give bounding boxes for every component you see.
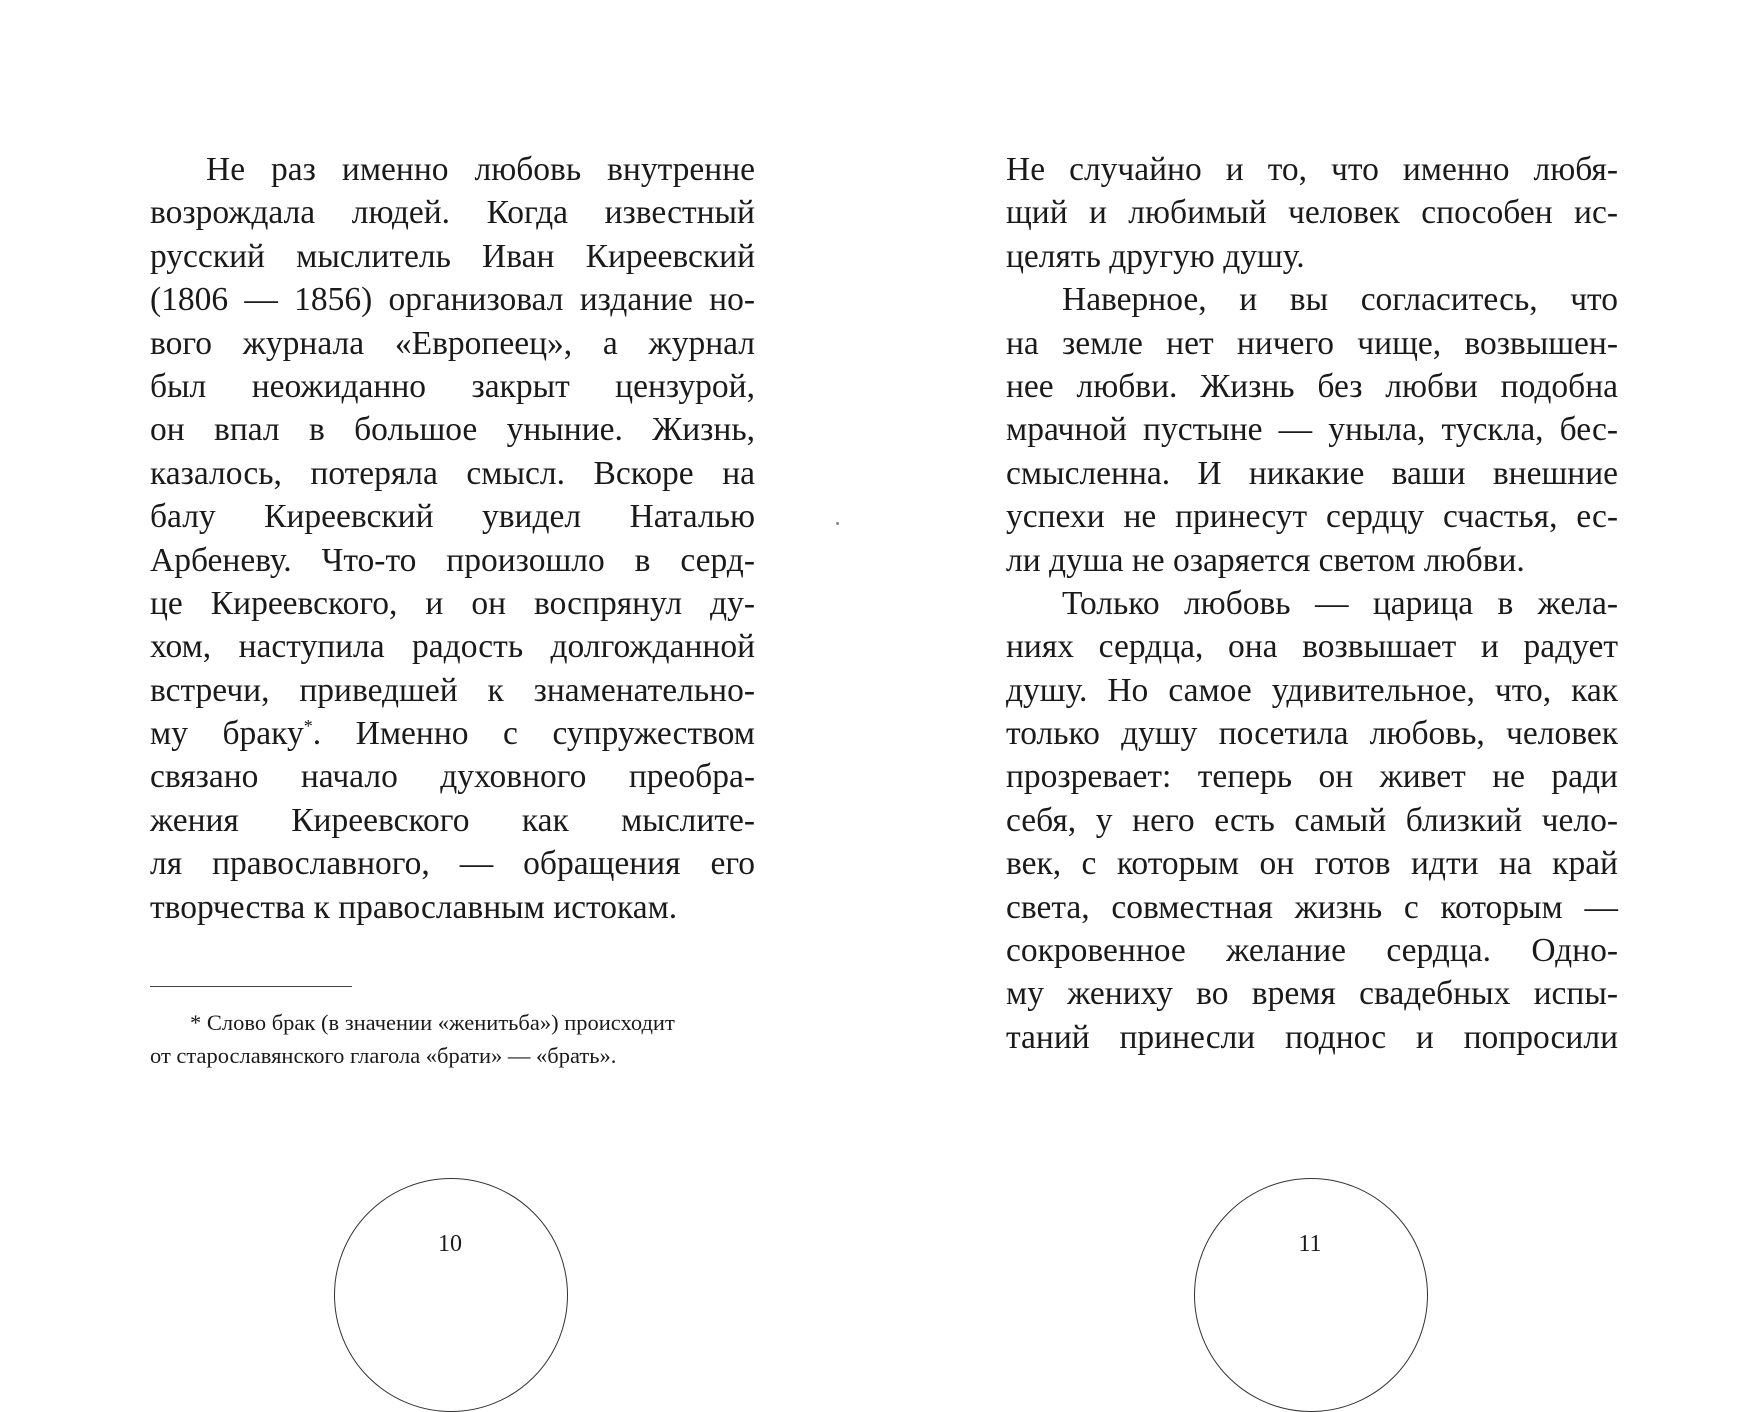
text-line: света, совместная жизнь с которым — xyxy=(1006,888,1618,926)
text-line: ли душа не озаряется светом любви. xyxy=(1006,541,1525,579)
footnote-divider xyxy=(150,986,352,987)
text-line: ниях сердца, она возвышает и радует xyxy=(1006,628,1618,666)
text-line: был неожиданно закрыт цензурой, xyxy=(150,367,755,405)
text-line: только душу посетила любовь, человек xyxy=(1006,715,1618,753)
scan-speck xyxy=(836,522,839,525)
text-line: возрождала людей. Когда известный xyxy=(150,194,755,232)
page-number-circle xyxy=(334,1178,568,1412)
text-line-with-footnote xyxy=(150,712,755,755)
text-line: Не раз именно любовь внутренне xyxy=(206,151,755,188)
text-line: душу. Но самое удивительное, что, как xyxy=(1006,671,1618,709)
page-number: 11 xyxy=(1298,1231,1322,1257)
right-page-text xyxy=(1006,148,1618,1059)
left-page xyxy=(0,0,876,1289)
text-line: це Киреевского, и он воспрянул ду- xyxy=(150,584,755,622)
text-line: он впал в большое уныние. Жизнь, xyxy=(150,411,755,449)
text-line: встречи, приведшей к знаменательно- xyxy=(150,671,755,709)
text-line-end: . Именно с супружеством xyxy=(312,715,755,753)
left-page-text xyxy=(150,148,755,929)
text-line: целять другую душу. xyxy=(1006,237,1305,275)
text-line: вого журнала «Европеец», а журнал xyxy=(150,324,755,362)
footnote xyxy=(150,1006,760,1072)
text-line: смысленна. И никакие ваши внешние xyxy=(1006,454,1618,492)
footnote-line: * Слово брак (в значении «женитьба») происходит xyxy=(190,1010,675,1035)
text-line: Только любовь — царица в жела- xyxy=(1062,584,1618,622)
text-line: себя, у него есть самый близкий чело- xyxy=(1006,801,1618,839)
footnote-line: от старославянского глагола «брати» — «брать». xyxy=(150,1043,617,1068)
text-line: казалось, потеряла смысл. Вскоре на xyxy=(150,454,755,492)
text-line: Наверное, и вы согласитесь, что xyxy=(1062,281,1618,319)
text-line: творчества к православным истокам. xyxy=(150,888,678,926)
text-line: век, с которым он готов идти на край xyxy=(1006,845,1618,883)
text-line: на земле нет ничего чище, возвышен- xyxy=(1006,324,1618,362)
text-line: сокровенное желание сердца. Одно- xyxy=(1006,932,1618,970)
text-line: жения Киреевского как мыслите- xyxy=(150,801,755,839)
text-line: ля православного, — обращения его xyxy=(150,845,755,883)
text-line: хом, наступила радость долгожданной xyxy=(150,628,755,666)
footnote-marker: * xyxy=(303,715,313,736)
text-line: му жениху во время свадебных испы- xyxy=(1006,975,1618,1013)
text-line: мрачной пустыне — уныла, тускла, бес- xyxy=(1006,411,1618,449)
text-line-start: му браку xyxy=(150,715,304,753)
text-line: успехи не принесут сердцу счастья, ес- xyxy=(1006,498,1618,536)
text-line: прозревает: теперь он живет не ради xyxy=(1006,758,1618,796)
text-line: таний принесли поднос и попросили xyxy=(1006,1018,1618,1056)
text-line: щий и любимый человек способен ис- xyxy=(1006,194,1618,232)
page-number: 10 xyxy=(438,1231,462,1257)
right-page xyxy=(876,0,1752,1289)
text-line: русский мыслитель Иван Киреевский xyxy=(150,237,755,275)
text-line: балу Киреевский увидел Наталью xyxy=(150,498,755,536)
text-line: связано начало духовного преобра- xyxy=(150,758,755,796)
text-line: Не случайно и то, что именно любя- xyxy=(1006,151,1618,188)
text-line: нее любви. Жизнь без любви подобна xyxy=(1006,367,1618,405)
page-number-circle xyxy=(1194,1178,1428,1412)
text-line: Арбеневу. Что-то произошло в серд- xyxy=(150,541,755,579)
text-line: (1806 — 1856) организовал издание но- xyxy=(150,281,755,319)
